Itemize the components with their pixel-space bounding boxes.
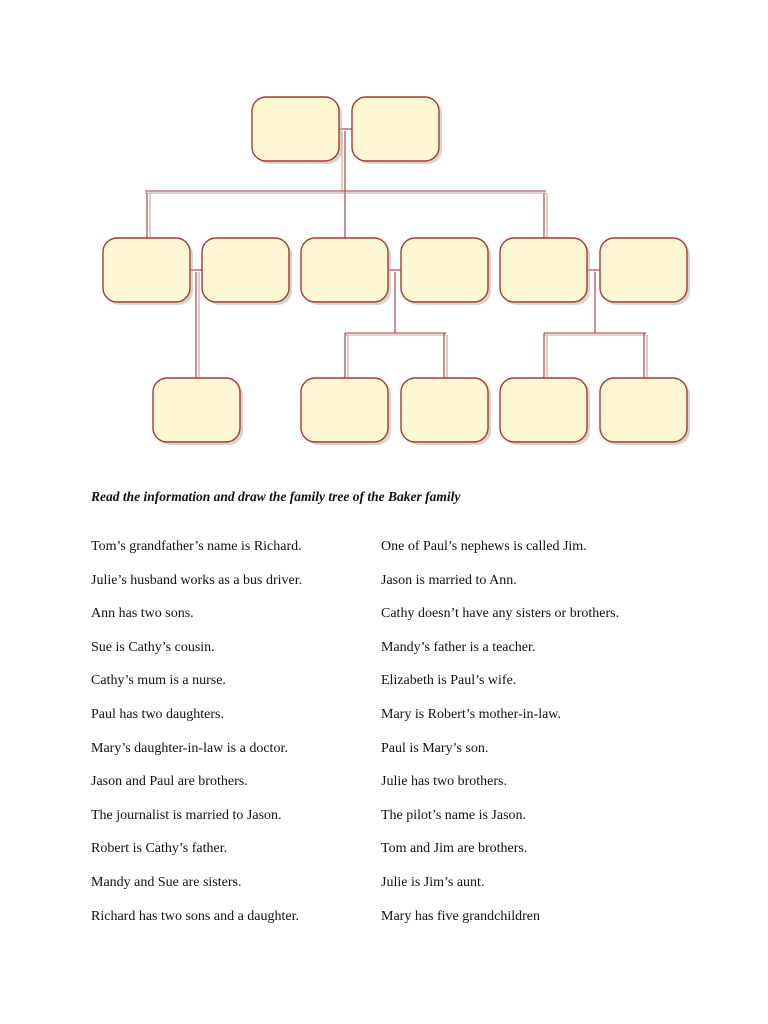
- tree-box-parent-6: [600, 238, 690, 305]
- clue-left-9: The journalist is married to Jason.: [91, 807, 282, 823]
- clue-left-7: Mary’s daughter-in-law is a doctor.: [91, 740, 288, 756]
- tree-box-grandchild-3: [401, 378, 491, 445]
- clue-right-6: Mary is Robert’s mother-in-law.: [381, 706, 561, 722]
- tree-box-grandchild-4: [500, 378, 590, 445]
- clue-right-1: One of Paul’s nephews is called Jim.: [381, 539, 587, 554]
- clue-right-2: Jason is married to Ann.: [381, 572, 517, 588]
- tree-box-grandchild-5: [600, 378, 690, 445]
- clue-left-5: Cathy’s mum is a nurse.: [91, 673, 226, 689]
- clues-left-column: [91, 537, 302, 940]
- clue-right-11: Julie is Jim’s aunt.: [381, 874, 485, 890]
- clue-right-5: Elizabeth is Paul’s wife.: [381, 673, 517, 689]
- clue-left-12: Richard has two sons and a daughter.: [91, 908, 300, 924]
- clue-right-12: Mary has five grandchildren: [381, 908, 540, 924]
- clue-left-6: Paul has two daughters.: [91, 706, 224, 722]
- clue-left-10: Robert is Cathy’s father.: [91, 841, 228, 857]
- tree-box-grandchild-2: [301, 378, 391, 445]
- clue-left-2: Julie’s husband works as a bus driver.: [91, 572, 303, 588]
- clue-left-3: Ann has two sons.: [91, 606, 194, 622]
- tree-box-parent-5: [500, 238, 590, 305]
- clue-left-4: Sue is Cathy’s cousin.: [91, 639, 215, 655]
- tree-box-parent-1: [103, 238, 193, 305]
- clue-left-1: Tom’s grandfather’s name is Richard.: [91, 539, 302, 554]
- clue-left-8: Jason and Paul are brothers.: [91, 774, 248, 790]
- clue-right-9: The pilot’s name is Jason.: [381, 807, 527, 823]
- clue-right-7: Paul is Mary’s son.: [381, 740, 489, 756]
- tree-box-parent-3: [301, 238, 391, 305]
- tree-box-grandchild-1: [153, 378, 243, 445]
- tree-box-grandparent-2: [352, 97, 442, 164]
- tree-box-parent-4: [401, 238, 491, 305]
- clue-right-3: Cathy doesn’t have any sisters or brothers.: [381, 606, 620, 622]
- tree-box-grandparent-1: [252, 97, 342, 164]
- clue-right-8: Julie has two brothers.: [381, 774, 507, 790]
- clue-right-10: Tom and Jim are brothers.: [381, 841, 528, 857]
- tree-box-parent-2: [202, 238, 292, 305]
- clue-right-4: Mandy’s father is a teacher.: [381, 639, 536, 655]
- instruction-heading: Read the information and draw the family tree of the Baker family: [91, 489, 461, 504]
- clue-left-11: Mandy and Sue are sisters.: [91, 874, 242, 890]
- clues-right-column: [381, 537, 619, 940]
- family-tree-diagram: [0, 0, 768, 470]
